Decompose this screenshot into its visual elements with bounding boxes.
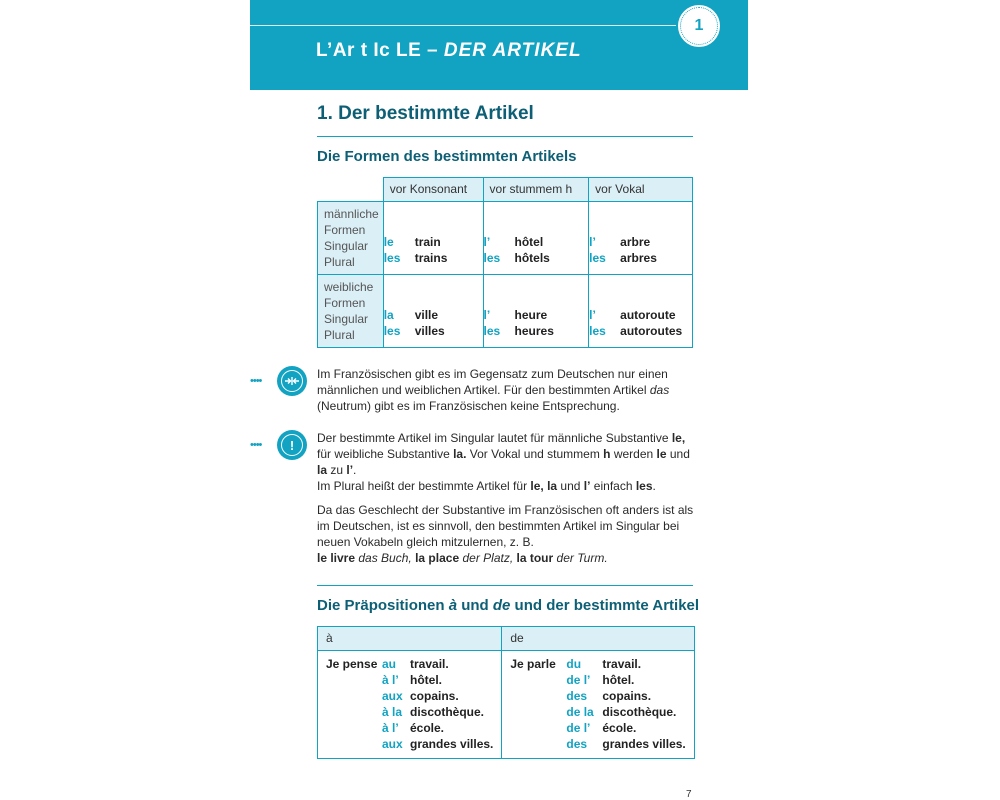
row-label-line: männliche: [324, 207, 379, 221]
heading-part: Die Präpositionen: [317, 597, 449, 614]
note-article-rules: [317, 430, 695, 566]
note-text: .: [353, 463, 357, 477]
prep-row: [326, 736, 493, 752]
noun: hôtel: [514, 235, 544, 249]
prep-noun: hôtel.: [410, 673, 442, 687]
column-header: de: [502, 627, 694, 651]
note-text: Im Französischen gibt es im Gegensatz zum Deutschen nur einen männlichen und weiblichen Artikel. Für den bestimmten Artikel: [317, 367, 668, 397]
row-label-line: Formen: [324, 223, 366, 237]
prep-lead: [510, 704, 566, 720]
note-text: und: [666, 447, 690, 461]
chapter-title-fr: L’Ar t Ic LE: [316, 40, 422, 61]
section-rule: [317, 136, 693, 137]
note-text: Der bestimmte Artikel im Singular lautet für männliche Substantive: [317, 431, 672, 445]
prep-noun: travail.: [602, 657, 642, 671]
noun: heures: [514, 324, 554, 338]
prep-form: à la: [382, 705, 403, 719]
prep-noun: copains.: [410, 689, 459, 703]
article: les: [383, 251, 401, 265]
table-cell: [383, 202, 483, 275]
prep-form: du: [566, 657, 582, 671]
prep-row: [326, 656, 493, 672]
note-text: Vor Vokal und stummem: [466, 447, 604, 461]
section-rule: [317, 585, 693, 586]
note-text: (Neutrum) gibt es im Französischen keine Entsprechung.: [317, 399, 620, 413]
prep-form: des: [566, 689, 588, 703]
noun: heure: [514, 308, 548, 322]
table-cell: [383, 275, 483, 348]
prep-noun: école.: [602, 721, 637, 735]
table-cell: [589, 275, 693, 348]
row-label: [318, 275, 384, 348]
row-label-line: Formen: [324, 296, 366, 310]
example-fr: la place: [415, 551, 460, 565]
noun: trains: [414, 251, 448, 265]
prep-row: [326, 688, 493, 704]
note-bold: l’: [346, 463, 354, 477]
article-forms-table: [317, 177, 693, 348]
chapter-title: [316, 40, 582, 62]
example-line: [317, 550, 695, 566]
dots-connector: ••••: [250, 375, 262, 387]
note-text: zu: [327, 463, 347, 477]
prep-form: de la: [566, 705, 594, 719]
prep-form: de l’: [566, 721, 591, 735]
note-bold: les: [635, 479, 653, 493]
prep-noun: copains.: [602, 689, 652, 703]
prep-noun: grandes villes.: [602, 737, 686, 751]
article: l’: [589, 308, 596, 322]
prep-a-cell: [318, 651, 502, 759]
prep-noun: discothèque.: [410, 705, 485, 719]
note-text: für weibliche Substantive: [317, 447, 454, 461]
page-number: 7: [686, 789, 692, 800]
note-text: und: [557, 479, 584, 493]
row-label-line: Plural: [324, 328, 355, 342]
note-bold: la.: [453, 447, 467, 461]
prep-row: [510, 720, 685, 736]
note-paragraph: Da das Geschlecht der Substantive im Französischen oft anders ist als im Deutschen, ist es sinnvoll, den bestimmten Artikel im Singular bei neuen Vokabeln gleich mitzulernen, z. B.: [317, 503, 694, 549]
prep-row: [510, 656, 685, 672]
prep-row: [510, 704, 685, 720]
article: les: [483, 251, 501, 265]
prep-form: à l’: [382, 673, 399, 687]
prep-row: [510, 672, 685, 688]
article: l’: [483, 235, 491, 249]
prep-form: des: [566, 737, 588, 751]
heading-part: à: [448, 597, 458, 614]
noun: arbres: [620, 251, 657, 265]
prep-noun: école.: [410, 721, 445, 735]
note-text-italic: das: [649, 383, 670, 397]
chapter-number-badge: [676, 3, 722, 49]
article: le: [383, 235, 394, 249]
article: les: [589, 251, 606, 265]
prep-form: aux: [382, 689, 403, 703]
forms-heading: Die Formen des bestimmten Artikels: [317, 148, 577, 165]
compare-arrows-icon: [277, 366, 307, 396]
prep-noun: discothèque.: [602, 705, 677, 719]
prep-lead: [510, 672, 566, 688]
book-page: [250, 0, 748, 800]
note-text: .: [652, 479, 656, 493]
section-title: 1. Der bestimmte Artikel: [317, 103, 534, 124]
note-bold: h: [603, 447, 611, 461]
note-text: einfach: [590, 479, 636, 493]
article: la: [383, 308, 394, 322]
prep-lead: [326, 720, 382, 736]
prep-row: [510, 688, 685, 704]
row-label-line: weibliche: [324, 280, 374, 294]
exclamation-icon: !: [277, 430, 307, 460]
table-cell: [589, 202, 693, 275]
prep-lead: [326, 672, 382, 688]
prep-form: à l’: [382, 721, 399, 735]
row-label-line: Singular: [324, 239, 369, 253]
heading-part: und der bestimmte Artikel: [510, 597, 700, 614]
article: l’: [483, 308, 491, 322]
row-label: [318, 202, 384, 275]
note-text: Im Plural heißt der bestimmte Artikel für: [317, 479, 531, 493]
noun: autoroute: [620, 308, 676, 322]
column-header: vor Vokal: [589, 178, 693, 202]
prep-lead: [510, 720, 566, 736]
noun: ville: [414, 308, 439, 322]
note-bold: le,: [671, 431, 686, 445]
prep-form: au: [382, 657, 397, 671]
note-paragraph: [317, 478, 695, 494]
noun: train: [414, 235, 441, 249]
note-text: werden: [610, 447, 657, 461]
example-fr: la tour: [516, 551, 554, 565]
noun: arbre: [620, 235, 651, 249]
prep-noun: grandes villes.: [410, 737, 494, 751]
chapter-header: [250, 0, 748, 90]
column-header: à: [318, 627, 502, 651]
prep-lead: Je parle: [510, 657, 556, 671]
prep-form: aux: [382, 737, 403, 751]
chapter-title-dash: –: [427, 40, 439, 61]
row-label-line: Singular: [324, 312, 369, 326]
prep-noun: hôtel.: [602, 673, 635, 687]
row-label-line: Plural: [324, 255, 355, 269]
heading-part: und: [457, 597, 493, 614]
noun: hôtels: [514, 251, 550, 265]
prep-lead: Je pense: [326, 657, 378, 671]
prep-form: de l’: [566, 673, 591, 687]
noun: autoroutes: [620, 324, 683, 338]
column-header: vor Konsonant: [383, 178, 483, 202]
chapter-title-de: DER ARTIKEL: [443, 40, 582, 61]
prep-lead: [326, 704, 382, 720]
note-bold: le, la: [530, 479, 558, 493]
example-de: der Platz,: [462, 551, 514, 565]
prepositions-heading: [317, 597, 699, 614]
noun: villes: [414, 324, 445, 338]
prep-lead: [326, 688, 382, 704]
table-cell: [483, 202, 589, 275]
prep-lead: [326, 736, 382, 752]
table-row: [318, 275, 693, 348]
article: les: [483, 324, 501, 338]
note-bold: la: [317, 463, 328, 477]
compare-arrows-glyph: [285, 376, 299, 386]
prep-lead: [510, 736, 566, 752]
prep-row: [326, 720, 493, 736]
dots-connector: ••••: [250, 439, 262, 451]
note-bold: l’: [583, 479, 591, 493]
note-neutral-article: [317, 366, 695, 414]
table-cell: [483, 275, 589, 348]
column-header: vor stummem h: [483, 178, 589, 202]
prep-row: [326, 704, 493, 720]
article: l’: [589, 235, 596, 249]
table-corner: [318, 178, 384, 202]
note-paragraph: [317, 430, 695, 478]
table-row: [318, 202, 693, 275]
article: les: [383, 324, 401, 338]
article: les: [589, 324, 606, 338]
prep-lead: [510, 688, 566, 704]
prepositions-table: [317, 626, 695, 759]
header-divider: [250, 25, 680, 26]
heading-part: de: [492, 597, 511, 614]
prep-row: [510, 736, 685, 752]
example-de: der Turm.: [556, 551, 608, 565]
note-bold: le: [656, 447, 667, 461]
prep-de-cell: [502, 651, 694, 759]
prep-noun: travail.: [410, 657, 449, 671]
example-de: das Buch,: [358, 551, 412, 565]
chapter-number: 1: [680, 7, 718, 45]
example-fr: le livre: [317, 551, 356, 565]
prep-row: [326, 672, 493, 688]
